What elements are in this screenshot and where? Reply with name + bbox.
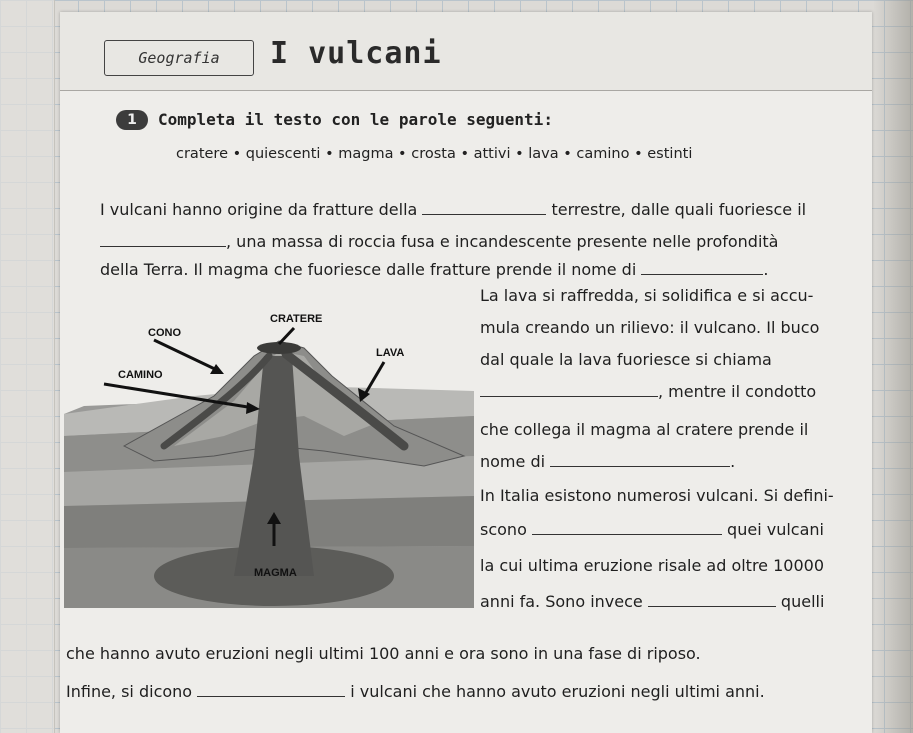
- text-line-7: [480, 382, 816, 401]
- text-line-10: In Italia esistono numerosi vulcani. Si defini-: [480, 486, 834, 505]
- text-line-13: [480, 592, 824, 611]
- label-cratere: CRATERE: [270, 313, 323, 325]
- exercise-instruction: Completa il testo con le parole seguenti:: [158, 110, 553, 129]
- blank-crosta[interactable]: [422, 200, 546, 215]
- word-bank: cratere • quiescenti • magma • crosta • attivi • lava • camino • estinti: [176, 146, 693, 162]
- exercise-number-badge: 1: [116, 110, 148, 130]
- text-line-15: [66, 682, 765, 701]
- text-segment: Infine, si dicono: [66, 682, 193, 701]
- label-cono: CONO: [148, 327, 181, 339]
- text-segment: .: [730, 452, 736, 471]
- text-line-9: [480, 452, 735, 471]
- notebook-margin: [0, 0, 55, 733]
- blank-cratere[interactable]: [480, 382, 658, 397]
- text-segment: anni fa. Sono invece: [480, 592, 643, 611]
- text-line-8: che collega il magma al cratere prende il: [480, 420, 809, 439]
- blank-magma[interactable]: [100, 232, 226, 247]
- text-line-5: mula creando un rilievo: il vulcano. Il buco: [480, 318, 820, 337]
- text-segment: quei vulcani: [727, 520, 824, 539]
- subject-label: Geografia: [104, 40, 254, 76]
- text-line-6: dal quale la lava fuoriesce si chiama: [480, 350, 772, 369]
- blank-quiescenti[interactable]: [197, 682, 345, 697]
- blank-estinti[interactable]: [532, 520, 722, 535]
- text-segment: , una massa di roccia fusa e incandescente presente nelle profondità: [226, 232, 779, 251]
- text-segment: i vulcani che hanno avuto eruzioni negli ultimi anni.: [350, 682, 765, 701]
- blank-camino[interactable]: [550, 452, 730, 467]
- text-segment: nome di: [480, 452, 546, 471]
- label-camino: CAMINO: [118, 369, 163, 381]
- volcano-diagram: [64, 296, 474, 608]
- label-magma: MAGMA: [254, 567, 297, 579]
- label-lava: LAVA: [376, 347, 405, 359]
- text-segment: .: [763, 260, 769, 279]
- text-segment: quelli: [780, 592, 825, 611]
- blank-attivi[interactable]: [648, 592, 776, 607]
- text-line-4: La lava si raffredda, si solidifica e si accu-: [480, 286, 814, 305]
- text-segment: della Terra. Il magma che fuoriesce dalle fratture prende il nome di: [100, 260, 637, 279]
- text-line-11: [480, 520, 824, 539]
- text-segment: terrestre, dalle quali fuoriesce il: [551, 200, 807, 219]
- page-title: I vulcani: [270, 36, 442, 71]
- text-line-3: [100, 260, 768, 279]
- text-line-14: che hanno avuto eruzioni negli ultimi 100 anni e ora sono in una fase di riposo.: [66, 644, 701, 663]
- text-line-12: la cui ultima eruzione risale ad oltre 10000: [480, 556, 824, 575]
- page-edge-shadow: [873, 0, 913, 733]
- text-segment: scono: [480, 520, 527, 539]
- text-segment: , mentre il condotto: [658, 382, 817, 401]
- text-segment: I vulcani hanno origine da fratture della: [100, 200, 418, 219]
- text-line-2: [100, 232, 778, 251]
- blank-lava[interactable]: [641, 260, 763, 275]
- text-line-1: [100, 200, 806, 219]
